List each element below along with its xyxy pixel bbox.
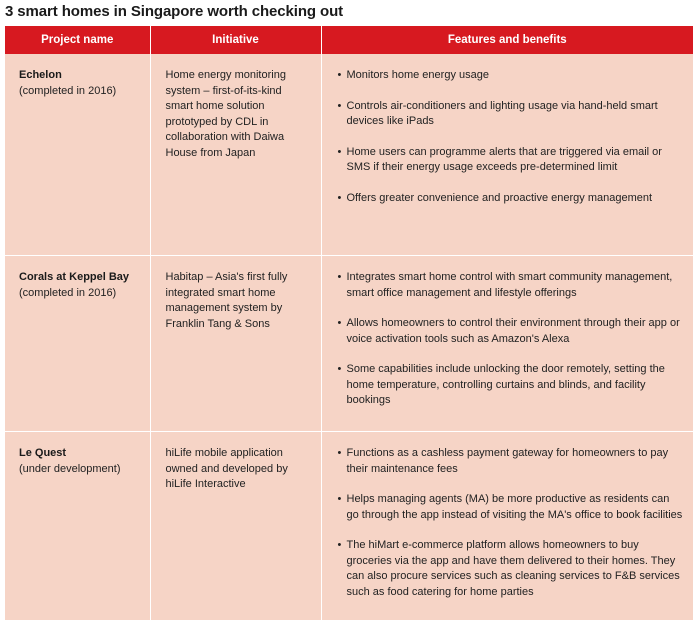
list-item xyxy=(338,270,684,301)
table-row xyxy=(5,54,693,256)
features-cell xyxy=(321,432,693,621)
feature-text: Offers greater convenience and proactive energy management xyxy=(346,191,653,204)
feature-text: Monitors home energy usage xyxy=(346,69,489,81)
feature-text: Some capabilities include unlocking the door remotely, setting the home temperature, controlling curtains and blinds, and facility bookings xyxy=(346,363,665,406)
bullet-icon: • xyxy=(337,317,342,329)
project-cell xyxy=(5,432,150,621)
features-cell xyxy=(321,54,693,256)
list-item xyxy=(338,492,684,523)
feature-text: Helps managing agents (MA) be more productive as residents can go through the app instead of visiting the MA's office to book facilities xyxy=(346,493,683,521)
bullet-icon: • xyxy=(337,191,342,204)
bullet-icon: • xyxy=(337,145,342,158)
project-cell xyxy=(5,256,150,432)
feature-text: Functions as a cashless payment gateway for homeowners to pay their maintenance fees xyxy=(346,447,669,475)
list-item xyxy=(338,538,684,600)
feature-text: Home users can programme alerts that are triggered via email or SMS if their energy usage exceeds pre-determined limit xyxy=(346,145,662,173)
list-item xyxy=(338,362,684,409)
feature-text: Allows homeowners to control their environment through their app or voice activation tools such as Amazon's Alexa xyxy=(346,317,680,345)
project-status: (completed in 2016) xyxy=(19,84,117,97)
bullet-icon: • xyxy=(337,271,342,283)
table-row xyxy=(5,256,693,432)
project-name: Echelon xyxy=(19,69,62,81)
feature-text: Integrates smart home control with smart community management, smart office management and lifestyle offerings xyxy=(346,271,673,299)
bullet-icon: • xyxy=(337,69,342,81)
header-project-name: Project name xyxy=(5,26,150,54)
project-cell xyxy=(5,54,150,256)
header-features-benefits: Features and benefits xyxy=(321,26,693,54)
bullet-icon: • xyxy=(337,539,342,551)
table-row xyxy=(5,432,693,621)
smart-homes-table xyxy=(5,26,693,621)
list-item xyxy=(338,191,684,207)
project-status: (completed in 2016) xyxy=(19,286,117,299)
list-item xyxy=(338,145,684,176)
header-initiative: Initiative xyxy=(150,26,321,54)
initiative-cell: Home energy monitoring system – first-of-its-kind smart home solution prototyped by CDL in collaboration with Daiwa House from Japan xyxy=(150,54,321,256)
list-item xyxy=(338,68,684,84)
features-list xyxy=(338,446,684,600)
feature-text: The hiMart e-commerce platform allows homeowners to buy groceries via the app and have them delivered to their homes. They can also procure services such as cleaning services to F&B services such as food catering for home parties xyxy=(346,539,680,598)
table-header-row xyxy=(5,26,693,54)
project-status: (under development) xyxy=(19,462,121,475)
bullet-icon: • xyxy=(337,363,342,375)
bullet-icon: • xyxy=(337,447,342,459)
list-item xyxy=(338,446,684,477)
features-cell xyxy=(321,256,693,432)
page-title: 3 smart homes in Singapore worth checking out xyxy=(5,3,344,20)
features-list xyxy=(338,270,684,409)
initiative-cell: Habitap – Asia's first fully integrated smart home management system by Franklin Tang & Sons xyxy=(150,256,321,432)
initiative-cell: hiLife mobile application owned and developed by hiLife Interactive xyxy=(150,432,321,621)
list-item xyxy=(338,316,684,347)
bullet-icon: • xyxy=(337,99,342,112)
features-list xyxy=(338,68,684,206)
project-name: Corals at Keppel Bay xyxy=(19,271,130,283)
list-item xyxy=(338,99,684,130)
bullet-icon: • xyxy=(337,493,342,505)
project-name: Le Quest xyxy=(19,447,67,459)
feature-text: Controls air-conditioners and lighting usage via hand-held smart devices like iPads xyxy=(346,99,658,127)
